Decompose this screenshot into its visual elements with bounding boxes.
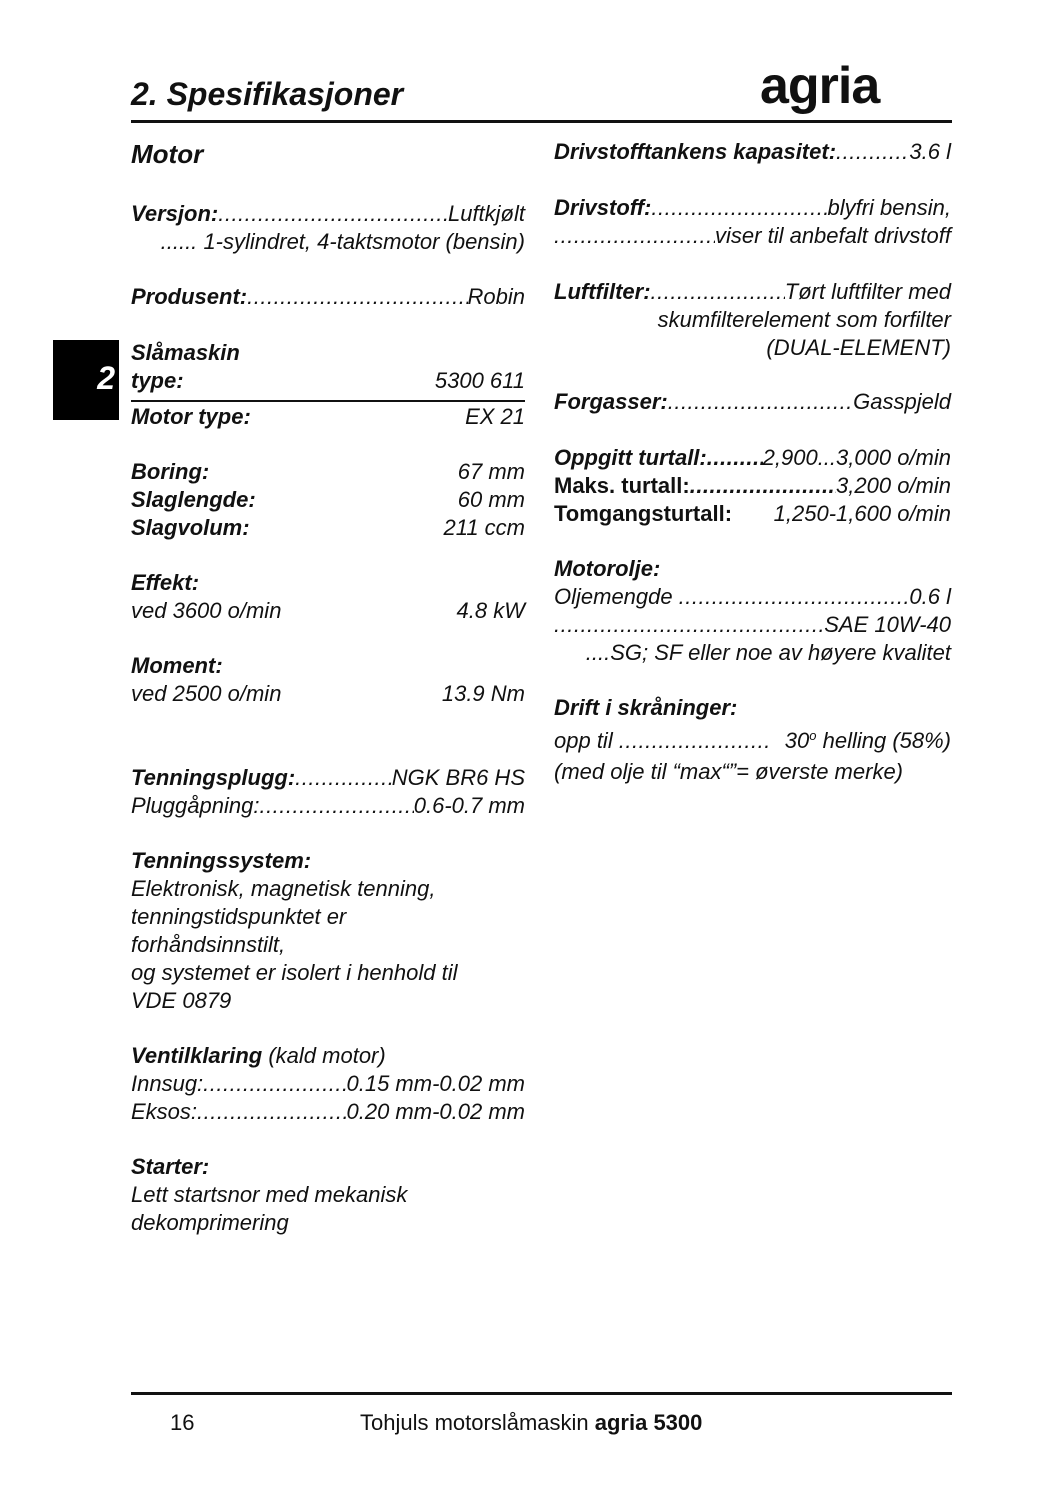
maks-turtall-label: Maks. turtall: [554, 473, 690, 498]
footer-text: Tohjuls motorslåmaskin [360, 1410, 595, 1435]
maks-turtall-row [554, 472, 951, 500]
turtall-block [554, 444, 951, 528]
tenningssystem-line: forhåndsinnstilt, [131, 932, 286, 957]
ventilklaring-heading: Ventilklaring [131, 1043, 263, 1068]
slamaskin-type-row [131, 367, 525, 395]
motorolje-heading: Motorolje: [554, 556, 661, 581]
forgasser-block [554, 388, 951, 416]
sae-value: SAE 10W-40 [824, 612, 951, 637]
eksos-value: 0.20 mm-0.02 mm [346, 1099, 525, 1124]
oppgitt-turtall-row [554, 444, 951, 472]
effekt-heading: Effekt: [131, 570, 200, 595]
tank-label: Drivstofftankens kapasitet: [554, 139, 837, 164]
produsent-label: Produsent: [131, 284, 248, 309]
moment-label: ved 2500 o/min [131, 681, 282, 706]
starter-block [131, 1153, 551, 1237]
luftfilter-row [554, 278, 951, 306]
starter-line: Lett startsnor med mekanisk [131, 1182, 408, 1207]
sae-row [554, 611, 951, 639]
motorolje-block [554, 555, 951, 667]
tomgang-value: 1,250-1,600 o/min [773, 501, 951, 526]
tomgang-label: Tomgangsturtall: [554, 501, 733, 526]
drift-block [554, 694, 951, 786]
ventilklaring-block [131, 1042, 525, 1126]
tenningssystem-line: og systemet er isolert i henhold til [131, 960, 458, 985]
starter-line: dekomprimering [131, 1210, 289, 1235]
tenningssystem-heading: Tenningssystem: [131, 848, 312, 873]
tenningsplugg-row [131, 764, 525, 792]
oljemengde-value: 0.6 l [909, 584, 951, 609]
tomgang-row [554, 500, 951, 528]
slamaskin-heading: Slåmaskin [131, 340, 240, 365]
versjon-row [131, 200, 525, 228]
ventilklaring-note: (kald motor) [268, 1043, 386, 1068]
oppgitt-turtall-label: Oppgitt turtall: [554, 445, 707, 470]
kvalitet-value: SG; SF eller noe av høyere kvalitet [610, 640, 951, 665]
pluggapning-label: Pluggåpning: [131, 793, 260, 818]
drivstoff-block [554, 194, 951, 250]
left-column [131, 138, 525, 170]
innsug-value: 0.15 mm-0.02 mm [346, 1071, 525, 1096]
kvalitet-row [554, 639, 951, 667]
footer-title [360, 1410, 702, 1436]
drivstoff-cont-value: viser til anbefalt drivstoff [715, 223, 951, 248]
drift-value: 30$^o$ helling (58%) [784, 728, 951, 753]
drivstoff-value: blyfri bensin, [827, 195, 951, 220]
versjon-block [131, 200, 525, 256]
motor-type-value: EX 21 [465, 404, 525, 429]
ventilklaring-heading-row [131, 1042, 525, 1070]
effekt-row [131, 597, 525, 625]
luftfilter-line3: (DUAL-ELEMENT) [766, 335, 951, 360]
oljemengde-row [554, 583, 951, 611]
versjon-label: Versjon: [131, 201, 219, 226]
slamaskin-type-value: 5300 611 [434, 368, 525, 393]
oljemengde-label: Oljemengde [554, 584, 673, 609]
versjon-cont-dots: ...... [160, 229, 198, 254]
luftfilter-block [554, 278, 951, 362]
drivstoff-row [554, 194, 951, 222]
tenningssystem-line: Elektronisk, magnetisk tenning, [131, 876, 436, 901]
drift-note: (med olje til “max“”= øverste merke) [554, 759, 904, 784]
versjon-value: Luftkjølt [447, 201, 525, 226]
forgasser-row [554, 388, 951, 416]
effekt-label: ved 3600 o/min [131, 598, 282, 623]
tenningssystem-block [131, 847, 551, 1015]
footer-divider [131, 1392, 952, 1395]
pluggapning-row [131, 792, 525, 820]
motor-heading: Motor [131, 139, 204, 169]
motor-type-label: Motor type: [131, 404, 251, 429]
eksos-label: Eksos: [131, 1099, 198, 1124]
versjon-continuation [131, 228, 525, 256]
boring-label: Boring: [131, 459, 210, 484]
agria-logo: agria [760, 57, 880, 115]
effekt-block [131, 569, 525, 625]
tank-block [554, 138, 951, 166]
page-title: 2. Spesifikasjoner [131, 76, 404, 112]
boring-row [131, 458, 525, 486]
effekt-value: 4.8 kW [456, 598, 525, 623]
slaglengde-row [131, 486, 525, 514]
slaglengde-value: 60 mm [457, 487, 525, 512]
moment-heading: Moment: [131, 653, 223, 678]
maks-turtall-value: 3,200 o/min [836, 473, 951, 498]
drivstoff-label: Drivstoff: [554, 195, 652, 220]
page-number: 16 [170, 1410, 195, 1435]
oppgitt-turtall-value: 2,900...3,000 o/min [762, 445, 951, 470]
footer-brand: agria 5300 [594, 1410, 703, 1435]
slaglengde-label: Slaglengde: [131, 487, 256, 512]
boring-value: 67 mm [457, 459, 525, 484]
innsug-row [131, 1070, 525, 1098]
pluggapning-value: 0.6-0.7 mm [413, 793, 525, 818]
slagvolum-value: 211 ccm [443, 515, 525, 540]
tenningssystem-line: VDE 0879 [131, 988, 232, 1013]
slagvolum-row [131, 514, 525, 542]
innsug-label: Innsug: [131, 1071, 204, 1096]
luftfilter-value: Tørt luftfilter med [784, 279, 951, 304]
tank-row [554, 138, 951, 166]
forgasser-label: Forgasser: [554, 389, 668, 414]
kvalitet-dots: .... [585, 640, 611, 665]
drift-label: opp til [554, 728, 613, 753]
tank-value: 3.6 l [909, 139, 951, 164]
moment-value: 13.9 Nm [441, 681, 525, 706]
forgasser-value: Gasspjeld [853, 389, 951, 414]
produsent-row [131, 283, 525, 311]
moment-row [131, 680, 525, 708]
drift-row [554, 722, 951, 753]
chapter-tab [53, 340, 119, 420]
drift-heading: Drift i skråninger: [554, 695, 738, 720]
slagvolum-label: Slagvolum: [131, 515, 250, 540]
luftfilter-label: Luftfilter: [554, 279, 651, 304]
versjon-cont-value: 1-sylindret, 4-taktsmotor (bensin) [203, 229, 525, 254]
type-divider [131, 400, 525, 402]
luftfilter-line2: skumfilterelement som forfilter [657, 307, 951, 332]
moment-block [131, 652, 525, 708]
header-divider [131, 120, 952, 123]
tenningsplugg-value: NGK BR6 HS [391, 765, 525, 790]
tenningsplugg-label: Tenningsplugg: [131, 765, 296, 790]
dimensions-block [131, 458, 525, 542]
chapter-tab-number: 2 [97, 360, 115, 396]
tenningssystem-line: tenningstidspunktet er [131, 904, 347, 929]
starter-heading: Starter: [131, 1154, 210, 1179]
produsent-value: Robin [467, 284, 525, 309]
tenningsplugg-block [131, 764, 525, 820]
motor-type-row [131, 403, 525, 431]
drivstoff-continuation [554, 222, 951, 250]
produsent-block [131, 283, 525, 311]
slamaskin-block [131, 339, 525, 431]
slamaskin-type-label: type: [131, 368, 184, 393]
eksos-row [131, 1098, 525, 1126]
